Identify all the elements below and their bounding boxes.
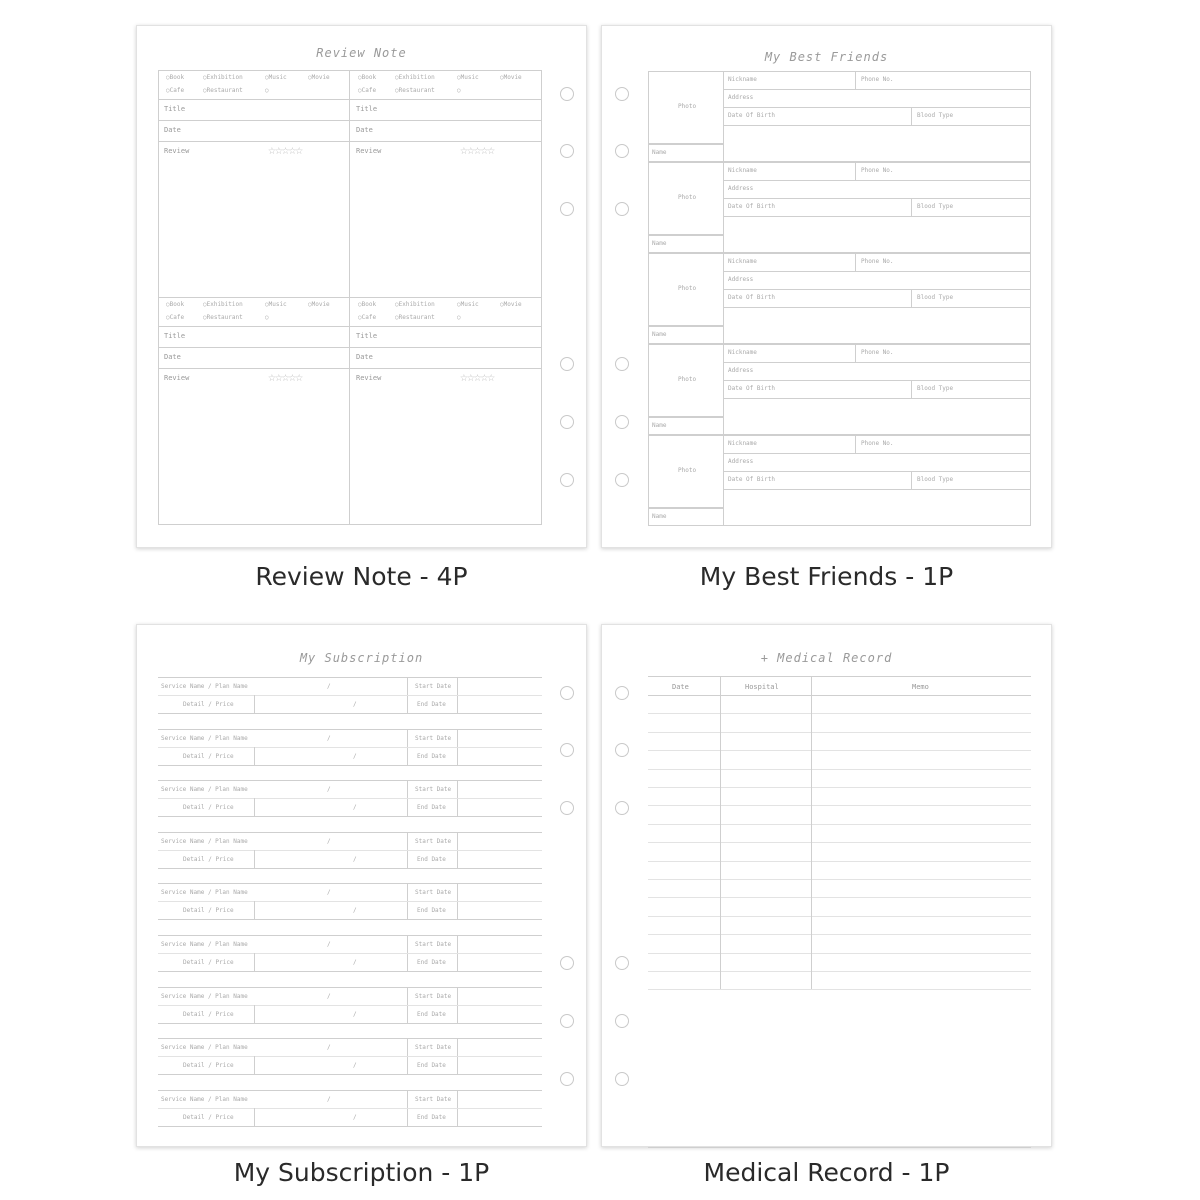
service-label: Service Name / Plan Name xyxy=(161,889,248,897)
category-option: ○Book xyxy=(358,301,377,308)
blood-type-label: Blood Type xyxy=(917,385,954,392)
blood-type-label: Blood Type xyxy=(917,294,954,301)
slash: / xyxy=(353,959,357,966)
photo-label: Photo xyxy=(678,467,697,474)
detail-label: Detail / Price xyxy=(183,907,234,915)
divider-line xyxy=(723,453,1031,454)
table-row-line xyxy=(648,769,1031,770)
slash: / xyxy=(327,1095,331,1103)
medical-record-title: + Medical Record xyxy=(760,651,893,665)
medical-record-caption: Medical Record - 1P xyxy=(703,1158,950,1187)
detail-label: Detail / Price xyxy=(183,752,234,760)
divider-line xyxy=(158,765,542,766)
divider-line xyxy=(723,180,1031,181)
divider-line xyxy=(350,99,541,100)
category-option: ○Cafe xyxy=(166,314,185,321)
date-label: Date xyxy=(356,353,373,361)
table-row-line xyxy=(648,824,1031,825)
best-friends-caption: My Best Friends - 1P xyxy=(699,562,954,591)
start-date-label: Start Date xyxy=(415,889,452,897)
divider-line xyxy=(158,729,542,730)
date-label: Date xyxy=(356,126,373,134)
name-label: Name xyxy=(652,513,667,520)
date-label: Date xyxy=(164,353,181,361)
table-row-line xyxy=(648,916,1031,917)
category-option: ○Cafe xyxy=(358,314,377,321)
binder-hole xyxy=(615,144,629,158)
table-row-line xyxy=(648,934,1031,935)
end-date-label: End Date xyxy=(417,855,446,863)
divider-line xyxy=(254,901,255,919)
start-date-label: Start Date xyxy=(415,1095,452,1103)
divider-line xyxy=(723,398,1031,399)
title-label: Title xyxy=(356,105,378,113)
category-option: ○Exhibition xyxy=(203,301,243,308)
start-date-label: Start Date xyxy=(415,941,452,948)
dob-label: Date Of Birth xyxy=(728,112,775,119)
binder-hole xyxy=(560,415,574,429)
category-option: ○Music xyxy=(457,74,479,81)
category-option: ○Music xyxy=(265,74,287,81)
end-date-label: End Date xyxy=(417,907,446,915)
start-date-label: Start Date xyxy=(415,683,452,690)
divider-line xyxy=(158,1005,542,1006)
category-option: ○Exhibition xyxy=(395,74,435,81)
binder-hole xyxy=(560,202,574,216)
divider-line xyxy=(254,1005,255,1023)
divider-line xyxy=(158,919,542,920)
end-date-label: End Date xyxy=(417,959,446,966)
detail-label: Detail / Price xyxy=(183,855,234,863)
table-row-line xyxy=(648,750,1031,751)
divider-line xyxy=(158,987,542,988)
divider-line xyxy=(158,832,542,833)
photo-label: Photo xyxy=(678,194,697,201)
divider-line xyxy=(723,489,1031,490)
divider-line xyxy=(254,953,255,971)
slash: / xyxy=(353,1062,357,1070)
divider-line xyxy=(723,125,1031,126)
blood-type-label: Blood Type xyxy=(917,203,954,210)
divider-line xyxy=(723,362,1031,363)
start-date-label: Start Date xyxy=(415,837,452,845)
table-row-line xyxy=(648,897,1031,898)
binder-hole xyxy=(560,473,574,487)
table-row-line xyxy=(648,713,1031,714)
divider-line xyxy=(158,695,542,696)
bottom-line xyxy=(648,1147,1031,1148)
divider-line xyxy=(911,289,912,307)
divider-line xyxy=(158,368,349,369)
slash: / xyxy=(327,837,331,845)
binder-hole xyxy=(560,87,574,101)
review-label: Review xyxy=(164,147,190,155)
review-card xyxy=(158,70,350,297)
category-option: ○Movie xyxy=(500,301,522,308)
title-label: Title xyxy=(164,332,186,340)
binder-hole xyxy=(560,1014,574,1028)
divider-line xyxy=(158,1126,542,1127)
divider-line xyxy=(158,1074,542,1075)
table-row-line xyxy=(648,879,1031,880)
service-label: Service Name / Plan Name xyxy=(161,992,248,1000)
category-option: ○Cafe xyxy=(166,87,185,94)
binder-hole xyxy=(615,357,629,371)
slash: / xyxy=(353,1113,357,1121)
detail-label: Detail / Price xyxy=(183,959,234,966)
binder-hole xyxy=(560,144,574,158)
column-divider xyxy=(811,676,812,989)
category-option: ○Exhibition xyxy=(395,301,435,308)
name-label: Name xyxy=(652,240,667,247)
review-note-caption: Review Note - 4P xyxy=(255,562,468,591)
slash: / xyxy=(327,1044,331,1052)
divider-line xyxy=(254,695,255,713)
start-date-label: Start Date xyxy=(415,786,452,794)
divider-line xyxy=(158,747,542,748)
divider-line xyxy=(254,1108,255,1126)
divider-line xyxy=(855,71,856,89)
slash: / xyxy=(353,752,357,760)
detail-label: Detail / Price xyxy=(183,1113,234,1121)
divider-line xyxy=(158,883,542,884)
divider-line xyxy=(158,713,542,714)
review-note-title: Review Note xyxy=(316,46,407,60)
photo-label: Photo xyxy=(678,376,697,383)
table-row-line xyxy=(648,787,1031,788)
review-card xyxy=(350,297,542,524)
service-label: Service Name / Plan Name xyxy=(161,786,248,794)
binder-hole xyxy=(560,686,574,700)
title-label: Title xyxy=(164,105,186,113)
best-friends-page xyxy=(601,25,1052,548)
divider-line xyxy=(911,198,912,216)
header-bottom-line xyxy=(648,695,1031,696)
end-date-label: End Date xyxy=(417,752,446,760)
divider-line xyxy=(158,326,349,327)
review-card xyxy=(158,297,350,524)
subscription-title: My Subscription xyxy=(299,651,424,665)
rating-stars: ☆☆☆☆☆ xyxy=(268,370,303,385)
binder-hole xyxy=(560,357,574,371)
divider-line xyxy=(158,953,542,954)
binder-hole xyxy=(615,87,629,101)
divider-line xyxy=(158,141,349,142)
name-label: Name xyxy=(652,331,667,338)
review-card xyxy=(350,70,542,297)
divider-line xyxy=(158,1090,542,1091)
cell-divider xyxy=(158,297,542,298)
table-row-line xyxy=(648,953,1031,954)
table-row-line xyxy=(648,842,1031,843)
category-option: ○Cafe xyxy=(358,87,377,94)
binder-hole xyxy=(560,1072,574,1086)
divider-line xyxy=(158,935,542,936)
phone-label: Phone No. xyxy=(861,76,894,83)
divider-line xyxy=(158,1023,542,1024)
divider-line xyxy=(911,471,912,489)
nickname-label: Nickname xyxy=(728,349,757,356)
divider-line xyxy=(254,798,255,816)
binder-hole xyxy=(615,956,629,970)
start-date-label: Start Date xyxy=(415,734,452,742)
divider-line xyxy=(158,677,542,678)
start-date-label: Start Date xyxy=(415,992,452,1000)
end-date-label: End Date xyxy=(417,1113,446,1121)
category-option: ○Movie xyxy=(308,301,330,308)
rating-stars: ☆☆☆☆☆ xyxy=(268,143,303,158)
phone-label: Phone No. xyxy=(861,440,894,447)
end-date-label: End Date xyxy=(417,804,446,812)
start-date-label: Start Date xyxy=(415,1044,452,1052)
binder-hole xyxy=(615,686,629,700)
category-option: ○Movie xyxy=(500,74,522,81)
table-row-line xyxy=(648,732,1031,733)
review-label: Review xyxy=(356,374,382,382)
binder-hole xyxy=(560,801,574,815)
detail-label: Detail / Price xyxy=(183,701,234,708)
detail-label: Detail / Price xyxy=(183,1062,234,1070)
binder-hole xyxy=(615,801,629,815)
slash: / xyxy=(353,701,357,708)
review-label: Review xyxy=(164,374,190,382)
slash: / xyxy=(353,907,357,915)
rating-stars: ☆☆☆☆☆ xyxy=(460,370,495,385)
best-friends-title: My Best Friends xyxy=(764,50,889,64)
detail-label: Detail / Price xyxy=(183,1010,234,1018)
divider-line xyxy=(723,89,1031,90)
nickname-label: Nickname xyxy=(728,76,757,83)
phone-label: Phone No. xyxy=(861,167,894,174)
category-option: ○Book xyxy=(166,74,185,81)
divider-line xyxy=(911,380,912,398)
slash: / xyxy=(353,804,357,812)
divider-line xyxy=(350,368,541,369)
divider-line xyxy=(158,971,542,972)
divider-line xyxy=(254,747,255,765)
divider-line xyxy=(158,1038,542,1039)
divider-line xyxy=(855,344,856,362)
address-label: Address xyxy=(728,94,754,101)
phone-label: Phone No. xyxy=(861,349,894,356)
address-label: Address xyxy=(728,276,754,283)
name-label: Name xyxy=(652,149,667,156)
divider-line xyxy=(158,120,349,121)
binder-hole xyxy=(560,743,574,757)
review-note-page xyxy=(136,25,587,548)
slash: / xyxy=(327,889,331,897)
divider-line xyxy=(158,798,542,799)
divider-line xyxy=(350,347,541,348)
binder-hole xyxy=(615,473,629,487)
binder-hole xyxy=(615,415,629,429)
divider-line xyxy=(158,816,542,817)
category-option: ○Music xyxy=(457,301,479,308)
service-label: Service Name / Plan Name xyxy=(161,837,248,845)
divider-line xyxy=(723,380,1031,381)
table-row-line xyxy=(648,861,1031,862)
address-label: Address xyxy=(728,185,754,192)
divider-line xyxy=(723,216,1031,217)
divider-line xyxy=(158,347,349,348)
divider-line xyxy=(254,1056,255,1074)
dob-label: Date Of Birth xyxy=(728,203,775,210)
category-option: ○Restaurant xyxy=(203,87,243,94)
nickname-label: Nickname xyxy=(728,440,757,447)
service-label: Service Name / Plan Name xyxy=(161,1095,248,1103)
photo-label: Photo xyxy=(678,103,697,110)
phone-label: Phone No. xyxy=(861,258,894,265)
slash: / xyxy=(327,734,331,742)
divider-line xyxy=(158,1108,542,1109)
category-option: ○Book xyxy=(358,74,377,81)
nickname-label: Nickname xyxy=(728,167,757,174)
divider-line xyxy=(723,107,1031,108)
divider-line xyxy=(158,780,542,781)
title-label: Title xyxy=(356,332,378,340)
divider-line xyxy=(855,435,856,453)
blood-type-label: Blood Type xyxy=(917,476,954,483)
photo-label: Photo xyxy=(678,285,697,292)
divider-line xyxy=(723,471,1031,472)
review-label: Review xyxy=(356,147,382,155)
binder-hole xyxy=(615,743,629,757)
divider-line xyxy=(350,141,541,142)
column-hospital: Hospital xyxy=(745,683,779,691)
date-label: Date xyxy=(164,126,181,134)
service-label: Service Name / Plan Name xyxy=(161,734,248,742)
medical-record-page xyxy=(601,624,1052,1147)
category-option: ○ xyxy=(265,87,269,94)
name-label: Name xyxy=(652,422,667,429)
category-option: ○Restaurant xyxy=(203,314,243,321)
category-option: ○Exhibition xyxy=(203,74,243,81)
table-row-line xyxy=(648,971,1031,972)
service-label: Service Name / Plan Name xyxy=(161,683,248,690)
divider-line xyxy=(723,271,1031,272)
dob-label: Date Of Birth xyxy=(728,294,775,301)
category-option: ○ xyxy=(265,314,269,321)
dob-label: Date Of Birth xyxy=(728,476,775,483)
column-divider xyxy=(720,676,721,989)
service-label: Service Name / Plan Name xyxy=(161,1044,248,1052)
divider-line xyxy=(158,868,542,869)
table-row-line xyxy=(648,989,1031,990)
binder-hole xyxy=(560,956,574,970)
end-date-label: End Date xyxy=(417,1010,446,1018)
slash: / xyxy=(327,992,331,1000)
slash: / xyxy=(327,683,331,690)
category-option: ○Restaurant xyxy=(395,314,435,321)
category-option: ○Restaurant xyxy=(395,87,435,94)
divider-line xyxy=(350,120,541,121)
table-row-line xyxy=(648,805,1031,806)
slash: / xyxy=(327,941,331,948)
divider-line xyxy=(911,107,912,125)
category-option: ○Book xyxy=(166,301,185,308)
divider-line xyxy=(158,901,542,902)
divider-line xyxy=(158,99,349,100)
divider-line xyxy=(254,850,255,868)
detail-label: Detail / Price xyxy=(183,804,234,812)
binder-hole xyxy=(615,202,629,216)
blood-type-label: Blood Type xyxy=(917,112,954,119)
end-date-label: End Date xyxy=(417,701,446,708)
divider-line xyxy=(855,253,856,271)
divider-line xyxy=(855,162,856,180)
category-option: ○Music xyxy=(265,301,287,308)
slash: / xyxy=(327,786,331,794)
rating-stars: ☆☆☆☆☆ xyxy=(460,143,495,158)
slash: / xyxy=(353,855,357,863)
divider-line xyxy=(723,289,1031,290)
divider-line xyxy=(723,198,1031,199)
subscription-caption: My Subscription - 1P xyxy=(233,1158,490,1187)
category-option: ○ xyxy=(457,314,461,321)
address-label: Address xyxy=(728,458,754,465)
divider-line xyxy=(350,326,541,327)
divider-line xyxy=(723,307,1031,308)
nickname-label: Nickname xyxy=(728,258,757,265)
divider-line xyxy=(158,1056,542,1057)
dob-label: Date Of Birth xyxy=(728,385,775,392)
divider-line xyxy=(158,850,542,851)
category-option: ○ xyxy=(457,87,461,94)
address-label: Address xyxy=(728,367,754,374)
table-top-line xyxy=(648,676,1031,677)
service-label: Service Name / Plan Name xyxy=(161,941,248,948)
binder-hole xyxy=(615,1072,629,1086)
subscription-page xyxy=(136,624,587,1147)
binder-hole xyxy=(615,1014,629,1028)
column-date: Date xyxy=(672,683,689,691)
category-option: ○Movie xyxy=(308,74,330,81)
end-date-label: End Date xyxy=(417,1062,446,1070)
column-memo: Memo xyxy=(912,683,929,691)
slash: / xyxy=(353,1010,357,1018)
